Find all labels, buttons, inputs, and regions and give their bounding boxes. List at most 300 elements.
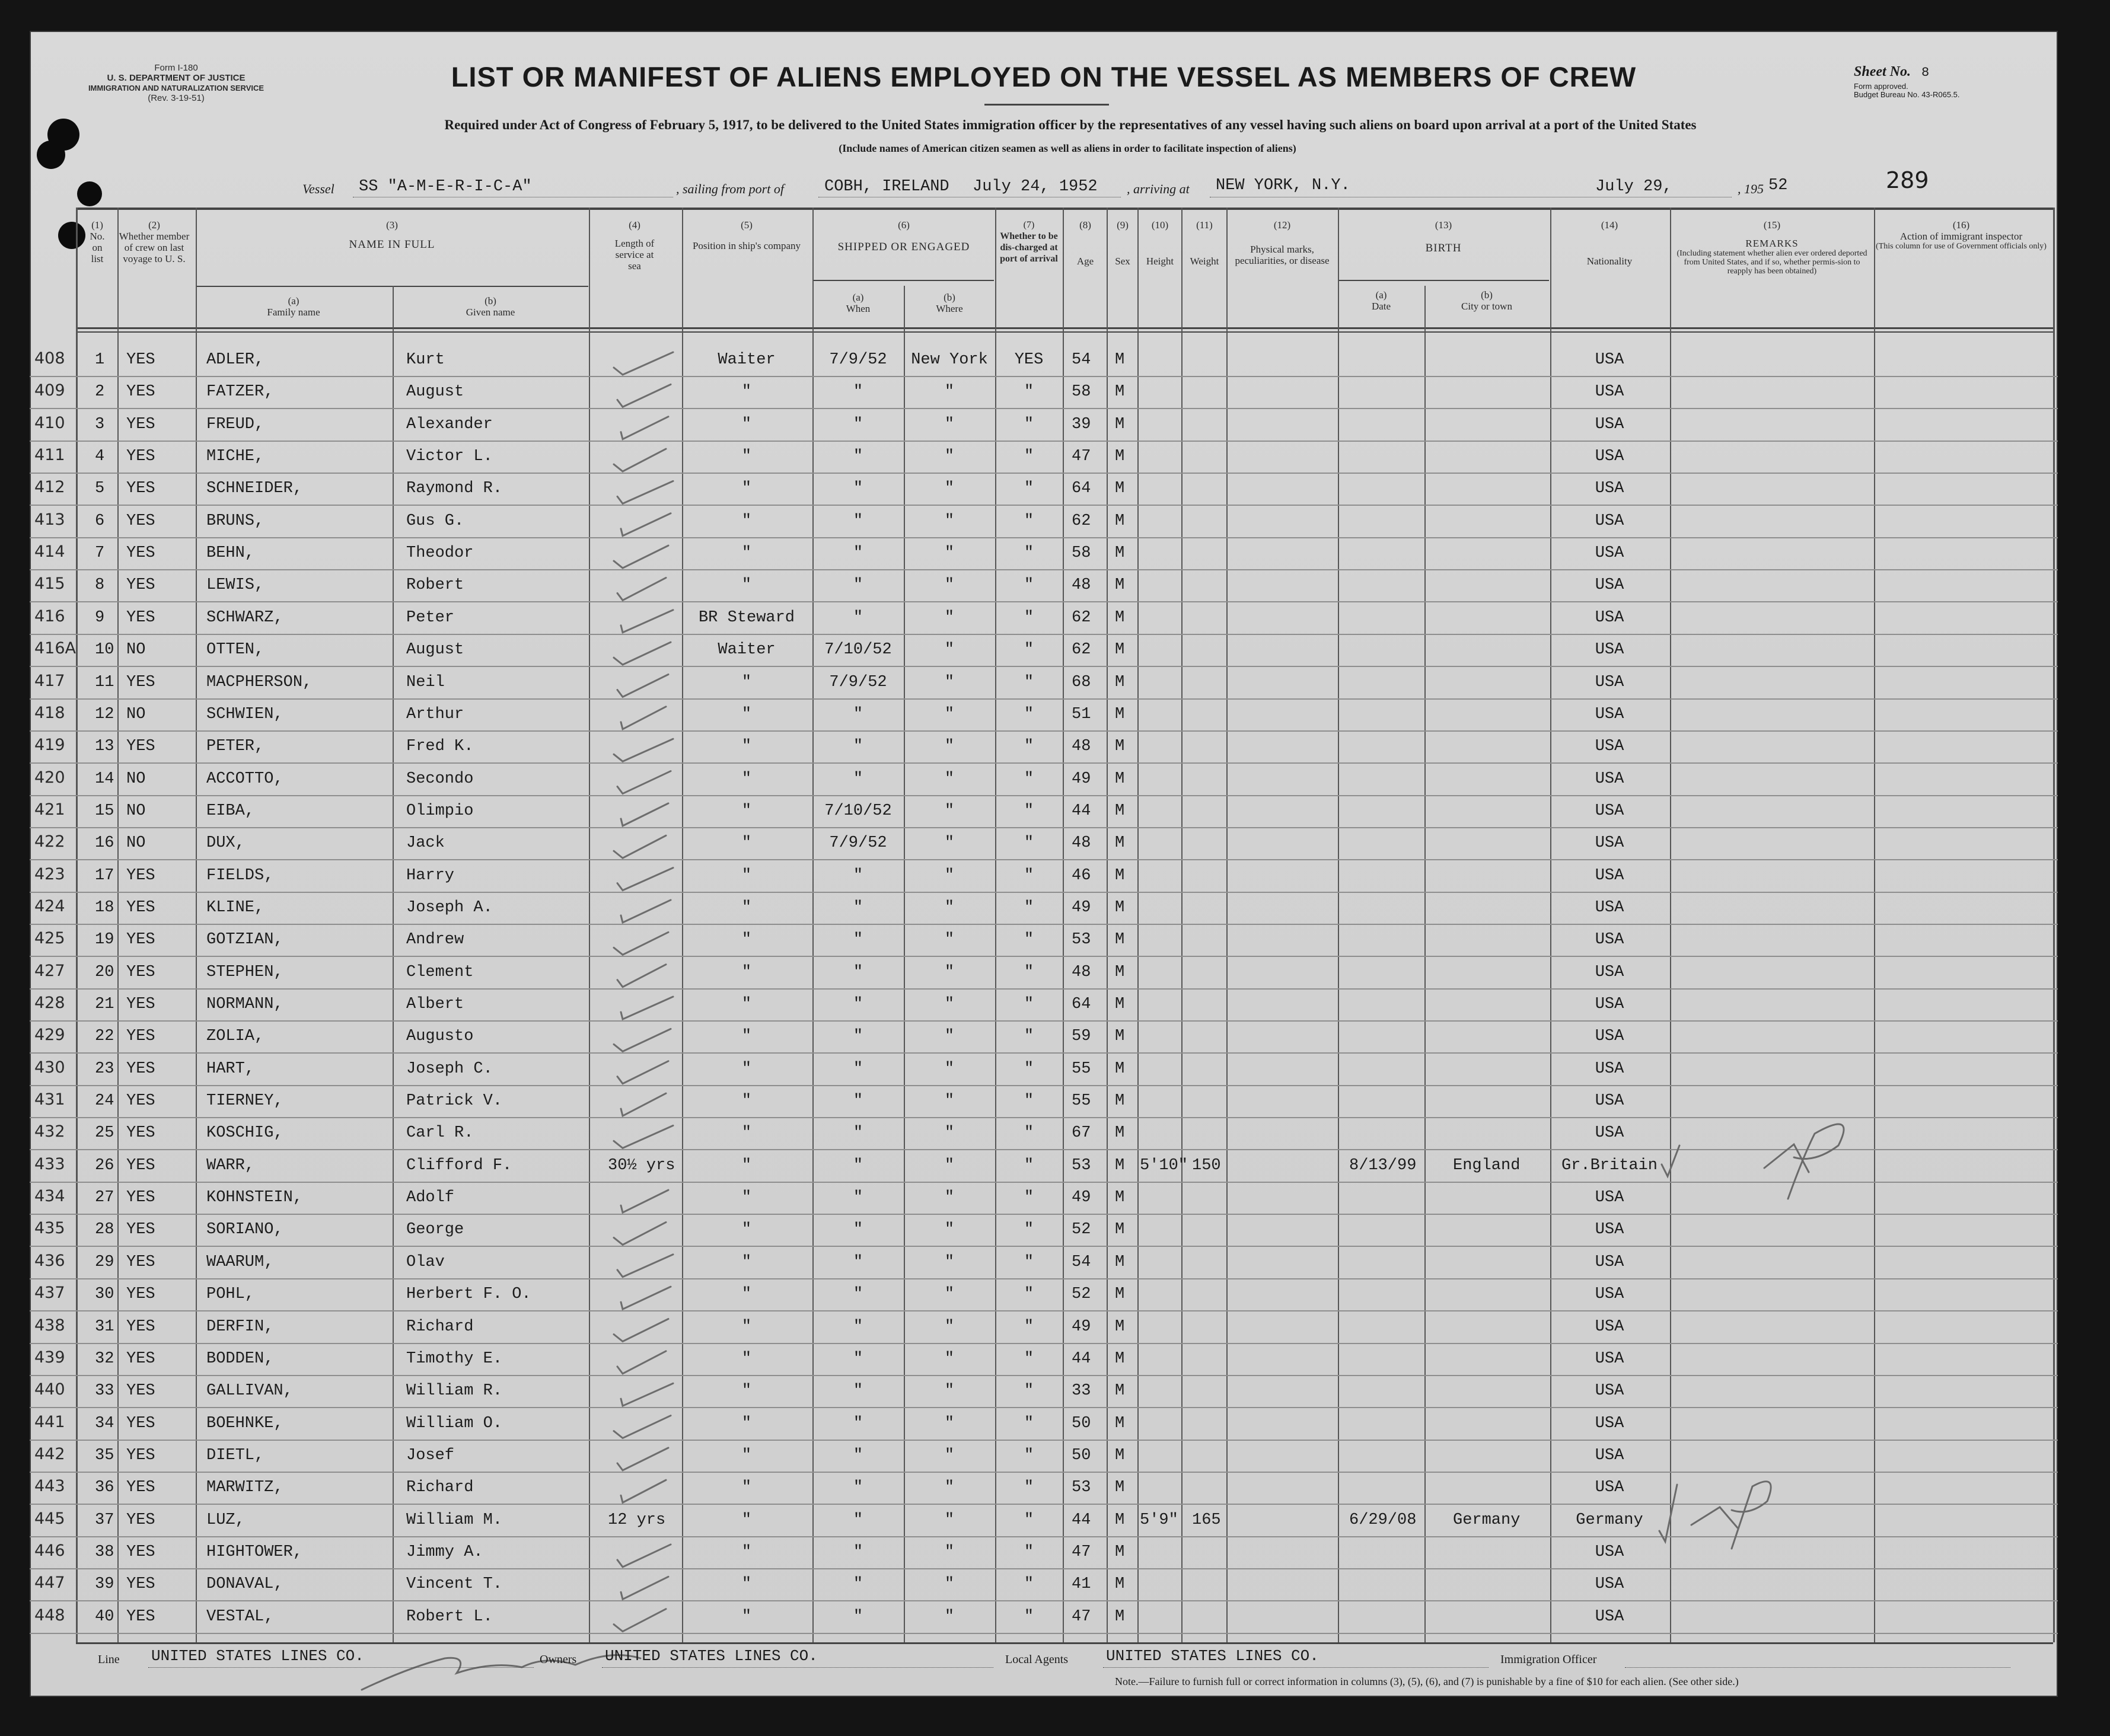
header-bottom-rule-2 <box>76 331 2053 333</box>
prev-voyage-cell: YES <box>126 898 155 917</box>
table-row <box>30 1312 2058 1344</box>
table-row <box>30 635 2058 667</box>
shipped-where-cell: " <box>944 1317 955 1336</box>
col-no-header: (1) No. on list <box>90 219 105 264</box>
age-cell: 49 <box>1072 1317 1091 1336</box>
table-row <box>30 570 2058 602</box>
age-cell: 39 <box>1072 415 1091 433</box>
nationality-cell: USA <box>1595 641 1624 659</box>
position-cell: " <box>741 673 752 691</box>
prev-voyage-cell: YES <box>126 576 155 595</box>
discharge-cell: " <box>1024 1060 1034 1078</box>
sheet-number-block <box>1854 64 1996 99</box>
prev-voyage-cell: YES <box>126 544 155 563</box>
prev-voyage-cell: YES <box>126 1446 155 1464</box>
given-name-cell: Fred K. <box>406 738 474 756</box>
row-number: 40 <box>95 1607 114 1626</box>
row-number: 30 <box>95 1285 114 1304</box>
family-name-cell: SCHWIEN, <box>206 705 283 723</box>
family-name-cell: FATZER, <box>206 383 274 401</box>
prev-voyage-cell: NO <box>126 770 146 788</box>
sex-cell: M <box>1115 415 1125 433</box>
position-cell: Waiter <box>718 641 776 659</box>
line-label: Line <box>98 1653 120 1666</box>
shipped-when-cell: 7/9/52 <box>829 673 887 691</box>
port-from: COBH, IRELAND <box>824 178 949 196</box>
nationality-cell: USA <box>1595 1382 1624 1400</box>
handwritten-number: 414 <box>34 542 65 561</box>
handwritten-number: 424 <box>34 896 65 915</box>
age-cell: 62 <box>1072 608 1091 627</box>
family-name-cell: BOEHNKE, <box>206 1414 283 1432</box>
age-cell: 55 <box>1072 1092 1091 1110</box>
handwritten-number: 413 <box>34 510 65 529</box>
weight-cell: 150 <box>1192 1156 1221 1175</box>
age-cell: 62 <box>1072 641 1091 659</box>
col-when-header: (a) When <box>846 292 871 314</box>
table-row <box>30 1054 2058 1086</box>
handwritten-number: 435 <box>34 1219 65 1238</box>
col-position-header: (5) Position in ship's company <box>692 219 801 251</box>
age-cell: 54 <box>1072 351 1091 369</box>
nationality-cell: USA <box>1595 1092 1624 1110</box>
discharge-cell: " <box>1024 866 1034 885</box>
given-name-cell: Olimpio <box>406 802 474 820</box>
sex-cell: M <box>1115 834 1125 853</box>
age-cell: 64 <box>1072 995 1091 1013</box>
form-id-block <box>84 63 268 103</box>
nationality-cell: USA <box>1595 1253 1624 1271</box>
given-name-cell: Augusto <box>406 1027 474 1046</box>
family-name-cell: TIERNEY, <box>206 1092 283 1110</box>
age-cell: 53 <box>1072 1156 1091 1175</box>
shipped-where-cell: " <box>944 1414 955 1432</box>
row-number: 38 <box>95 1543 114 1561</box>
col-where-header: (b) Where <box>936 292 963 314</box>
nationality-cell: USA <box>1595 1285 1624 1304</box>
sex-cell: M <box>1115 931 1125 949</box>
shipped-where-cell: " <box>944 1511 955 1529</box>
sex-cell: M <box>1115 898 1125 917</box>
family-name-cell: SCHWARZ, <box>206 608 283 627</box>
age-cell: 53 <box>1072 931 1091 949</box>
handwritten-number: 418 <box>34 703 65 722</box>
shipped-where-cell: " <box>944 705 955 723</box>
punch-hole <box>37 141 65 169</box>
age-cell: 50 <box>1072 1446 1091 1464</box>
family-name-cell: VESTAL, <box>206 1607 274 1626</box>
arriving-label: , arriving at <box>1127 181 1190 196</box>
nationality-cell: USA <box>1595 1543 1624 1561</box>
handwritten-number: 423 <box>34 864 65 883</box>
handwritten-number: 430 <box>34 1058 65 1077</box>
shipped-where-cell: " <box>944 834 955 853</box>
nationality-cell: USA <box>1595 383 1624 401</box>
given-name-cell: Alexander <box>406 415 493 433</box>
table-row <box>30 1151 2058 1183</box>
family-name-cell: ADLER, <box>206 351 264 369</box>
col-inspector-header: (16) Action of immigrant inspector (This column for use of Government officials only) <box>1876 219 2047 251</box>
position-cell: " <box>741 1092 752 1110</box>
shipped-where-cell: " <box>944 1285 955 1304</box>
handwritten-number: 417 <box>34 671 65 690</box>
position-cell: " <box>741 1253 752 1271</box>
col-family-name-header: (a) Family name <box>267 295 320 318</box>
col-birth-date-header: (a) Date <box>1371 289 1391 312</box>
position-cell: " <box>741 576 752 595</box>
position-cell: " <box>741 1027 752 1046</box>
shipped-where-cell: " <box>944 1575 955 1594</box>
discharge-cell: " <box>1024 1317 1034 1336</box>
col-birth-city-header: (b) City or town <box>1461 289 1512 312</box>
table-row <box>30 668 2058 700</box>
discharge-cell: YES <box>1014 351 1044 369</box>
family-name-cell: KOSCHIG, <box>206 1124 283 1143</box>
discharge-cell: " <box>1024 1285 1034 1304</box>
family-name-cell: DIETL, <box>206 1446 264 1464</box>
row-number: 20 <box>95 963 114 981</box>
shipped-when-cell: " <box>853 415 863 433</box>
given-name-cell: William R. <box>406 1382 503 1400</box>
nationality-cell: USA <box>1595 995 1624 1013</box>
given-name-cell: George <box>406 1221 464 1239</box>
prev-voyage-cell: YES <box>126 963 155 981</box>
family-name-cell: DERFIN, <box>206 1317 274 1336</box>
shipped-where-cell: " <box>944 738 955 756</box>
year-prefix: , 195 <box>1738 181 1764 196</box>
table-row <box>30 1376 2058 1408</box>
family-name-cell: MACPHERSON, <box>206 673 313 691</box>
date-from: July 24, 1952 <box>973 178 1098 196</box>
row-number: 29 <box>95 1253 114 1271</box>
given-name-cell: Victor L. <box>406 448 493 466</box>
sex-cell: M <box>1115 512 1125 530</box>
prev-voyage-cell: YES <box>126 1511 155 1529</box>
shipped-when-cell: " <box>853 1060 863 1078</box>
family-name-cell: KOHNSTEIN, <box>206 1189 303 1207</box>
age-cell: 48 <box>1072 738 1091 756</box>
position-cell: " <box>741 995 752 1013</box>
shipped-where-cell: " <box>944 963 955 981</box>
shipped-where-cell: " <box>944 1092 955 1110</box>
given-name-cell: Robert L. <box>406 1607 493 1626</box>
discharge-cell: " <box>1024 1414 1034 1432</box>
prev-voyage-cell: NO <box>126 641 146 659</box>
prev-voyage-cell: YES <box>126 448 155 466</box>
handwritten-number: 445 <box>34 1509 65 1528</box>
table-row <box>30 410 2058 442</box>
position-cell: " <box>741 1349 752 1368</box>
row-number: 4 <box>95 448 105 466</box>
shipped-where-cell: " <box>944 448 955 466</box>
age-cell: 47 <box>1072 448 1091 466</box>
shipped-where-cell: " <box>944 1479 955 1497</box>
nationality-cell: USA <box>1595 544 1624 563</box>
row-number: 35 <box>95 1446 114 1464</box>
table-row <box>30 442 2058 474</box>
owners-label: Owners <box>540 1653 577 1666</box>
birth-date-cell: 6/29/08 <box>1349 1511 1417 1529</box>
row-number: 33 <box>95 1382 114 1400</box>
row-number: 11 <box>95 673 114 691</box>
header-bottom-rule <box>76 327 2053 329</box>
row-number: 28 <box>95 1221 114 1239</box>
sex-cell: M <box>1115 448 1125 466</box>
shipped-when-cell: " <box>853 448 863 466</box>
position-cell: Waiter <box>718 351 776 369</box>
sex-cell: M <box>1115 1511 1125 1529</box>
shipped-where-cell: " <box>944 802 955 820</box>
given-name-cell: Herbert F. O. <box>406 1285 531 1304</box>
shipped-where-cell: New York <box>911 351 988 369</box>
nationality-cell: USA <box>1595 1607 1624 1626</box>
position-cell: " <box>741 1060 752 1078</box>
prev-voyage-cell: YES <box>126 931 155 949</box>
age-cell: 49 <box>1072 898 1091 917</box>
shipped-where-cell: " <box>944 383 955 401</box>
discharge-cell: " <box>1024 544 1034 563</box>
shipped-where-cell: " <box>944 576 955 595</box>
handwritten-number: 447 <box>34 1574 65 1593</box>
row-number: 25 <box>95 1124 114 1143</box>
shipped-where-cell: " <box>944 995 955 1013</box>
shipped-where-cell: " <box>944 512 955 530</box>
sex-cell: M <box>1115 963 1125 981</box>
page-subtitle: Required under Act of Congress of February 5, 1917, to be delivered to the United States immigration officer by the representatives of any vessel having such aliens on board upon arrival at a port of the United States <box>444 117 1697 132</box>
family-name-cell: KLINE, <box>206 898 264 917</box>
position-cell: " <box>741 834 752 853</box>
handwritten-number: 419 <box>34 736 65 755</box>
handwritten-number: 428 <box>34 994 65 1012</box>
discharge-cell: " <box>1024 1253 1034 1271</box>
discharge-cell: " <box>1024 673 1034 691</box>
handwritten-number: 443 <box>34 1477 65 1496</box>
age-cell: 49 <box>1072 770 1091 788</box>
nationality-cell: USA <box>1595 738 1624 756</box>
prev-voyage-cell: YES <box>126 415 155 433</box>
nationality-cell: USA <box>1595 673 1624 691</box>
discharge-cell: " <box>1024 1575 1034 1594</box>
handwritten-number: 408 <box>34 349 65 368</box>
prev-voyage-cell: YES <box>126 1479 155 1497</box>
sex-cell: M <box>1115 1221 1125 1239</box>
row-number: 37 <box>95 1511 114 1529</box>
shipped-where-cell: " <box>944 1607 955 1626</box>
sex-cell: M <box>1115 1317 1125 1336</box>
nationality-cell: USA <box>1595 576 1624 595</box>
position-cell: " <box>741 738 752 756</box>
position-cell: " <box>741 1414 752 1432</box>
position-cell: " <box>741 866 752 885</box>
sex-cell: M <box>1115 1446 1125 1464</box>
row-number: 31 <box>95 1317 114 1336</box>
col-birth-header: (13) BIRTH <box>1425 219 1462 254</box>
age-cell: 41 <box>1072 1575 1091 1594</box>
sheet-number: 8 <box>1921 65 1930 80</box>
port-to: NEW YORK, N.Y. <box>1216 177 1350 194</box>
given-name-cell: Jimmy A. <box>406 1543 483 1561</box>
given-name-cell: Timothy E. <box>406 1349 503 1368</box>
shipped-when-cell: 7/9/52 <box>829 351 887 369</box>
sex-cell: M <box>1115 770 1125 788</box>
shipped-when-cell: 7/10/52 <box>824 802 892 820</box>
shipped-where-cell: " <box>944 1156 955 1175</box>
col-name-header: (3) NAME IN FULL <box>349 219 435 251</box>
nationality-cell: USA <box>1595 1317 1624 1336</box>
table-row <box>30 1441 2058 1473</box>
handwritten-number: 439 <box>34 1348 65 1367</box>
table-top-rule <box>76 208 2053 210</box>
handwritten-number: 415 <box>34 575 65 593</box>
discharge-cell: " <box>1024 963 1034 981</box>
nationality-cell: USA <box>1595 1479 1624 1497</box>
sex-cell: M <box>1115 866 1125 885</box>
age-cell: 47 <box>1072 1543 1091 1561</box>
nationality-cell: USA <box>1595 1221 1624 1239</box>
prev-voyage-cell: YES <box>126 1382 155 1400</box>
shipped-when-cell: " <box>853 383 863 401</box>
age-cell: 58 <box>1072 544 1091 563</box>
sex-cell: M <box>1115 1285 1125 1304</box>
sex-cell: M <box>1115 1543 1125 1561</box>
age-cell: 64 <box>1072 480 1091 498</box>
prev-voyage-cell: YES <box>126 383 155 401</box>
discharge-cell: " <box>1024 1124 1034 1143</box>
given-name-cell: Clement <box>406 963 474 981</box>
table-row <box>30 1409 2058 1441</box>
form-id: Form I-180 <box>154 63 198 73</box>
prev-voyage-cell: YES <box>126 512 155 530</box>
department-name: U. S. DEPARTMENT OF JUSTICE <box>107 73 246 83</box>
family-name-cell: BRUNS, <box>206 512 264 530</box>
col-weight-header: (11) Weight <box>1190 219 1219 267</box>
table-row <box>30 1215 2058 1247</box>
family-name-cell: GALLIVAN, <box>206 1382 293 1400</box>
discharge-cell: " <box>1024 738 1034 756</box>
discharge-cell: " <box>1024 512 1034 530</box>
shipped-when-cell: " <box>853 1607 863 1626</box>
age-cell: 62 <box>1072 512 1091 530</box>
nationality-cell: USA <box>1595 1189 1624 1207</box>
shipped-when-cell: " <box>853 705 863 723</box>
sex-cell: M <box>1115 383 1125 401</box>
page-number: 289 <box>1886 167 1929 193</box>
row-number: 6 <box>95 512 105 530</box>
shipped-where-cell: " <box>944 1446 955 1464</box>
col-nationality-header: (14) Nationality <box>1586 219 1633 267</box>
table-row <box>30 1344 2058 1376</box>
row-number: 17 <box>95 866 114 885</box>
col-height-header: (10) Height <box>1146 219 1174 267</box>
sex-cell: M <box>1115 1092 1125 1110</box>
given-name-cell: Richard <box>406 1317 474 1336</box>
age-cell: 33 <box>1072 1382 1091 1400</box>
discharge-cell: " <box>1024 1221 1034 1239</box>
given-name-cell: August <box>406 383 464 401</box>
family-name-cell: LUZ, <box>206 1511 245 1529</box>
discharge-cell: " <box>1024 383 1034 401</box>
given-name-cell: August <box>406 641 464 659</box>
row-number: 16 <box>95 834 114 853</box>
prev-voyage-cell: YES <box>126 1317 155 1336</box>
agents-value: UNITED STATES LINES CO. <box>1106 1647 1319 1665</box>
shipped-when-cell: " <box>853 480 863 498</box>
handwritten-number: 425 <box>34 929 65 948</box>
shipped-when-cell: " <box>853 544 863 563</box>
sex-cell: M <box>1115 1253 1125 1271</box>
weight-cell: 165 <box>1192 1511 1221 1529</box>
row-number: 39 <box>95 1575 114 1594</box>
discharge-cell: " <box>1024 1092 1034 1110</box>
prev-voyage-cell: YES <box>126 1189 155 1207</box>
table-row <box>30 1118 2058 1150</box>
table-row <box>30 1086 2058 1118</box>
service-cell: 30½ yrs <box>608 1156 675 1175</box>
discharge-cell: " <box>1024 641 1034 659</box>
age-cell: 47 <box>1072 1607 1091 1626</box>
discharge-cell: " <box>1024 1156 1034 1175</box>
shipped-where-cell: " <box>944 1349 955 1368</box>
discharge-cell: " <box>1024 480 1034 498</box>
sex-cell: M <box>1115 802 1125 820</box>
table-row <box>30 764 2058 796</box>
row-number: 12 <box>95 705 114 723</box>
row-number: 19 <box>95 931 114 949</box>
handwritten-number: 416 <box>34 607 65 626</box>
age-cell: 49 <box>1072 1189 1091 1207</box>
handwritten-number: 433 <box>34 1154 65 1173</box>
family-name-cell: DONAVAL, <box>206 1575 283 1594</box>
shipped-where-cell: " <box>944 898 955 917</box>
given-name-cell: Patrick V. <box>406 1092 503 1110</box>
shipped-when-cell: " <box>853 898 863 917</box>
position-cell: " <box>741 1382 752 1400</box>
sex-cell: M <box>1115 576 1125 595</box>
prev-voyage-cell: YES <box>126 1092 155 1110</box>
nationality-cell: USA <box>1595 898 1624 917</box>
col-service-header: (4) Length of service at sea <box>614 219 655 272</box>
nationality-cell: USA <box>1595 770 1624 788</box>
sex-cell: M <box>1115 1189 1125 1207</box>
shipped-where-cell: " <box>944 1060 955 1078</box>
row-number: 32 <box>95 1349 114 1368</box>
handwritten-number: 440 <box>34 1380 65 1399</box>
discharge-cell: " <box>1024 448 1034 466</box>
shipped-where-cell: " <box>944 415 955 433</box>
shipped-when-cell: 7/9/52 <box>829 834 887 853</box>
family-name-cell: MICHE, <box>206 448 264 466</box>
prev-voyage-cell: NO <box>126 705 146 723</box>
col-discharge-header: (7) Whether to be dis-charged at port of arrival <box>1000 220 1058 264</box>
row-number: 36 <box>95 1479 114 1497</box>
nationality-cell: Gr.Britain <box>1561 1156 1658 1175</box>
discharge-cell: " <box>1024 898 1034 917</box>
sex-cell: M <box>1115 1479 1125 1497</box>
given-name-cell: Raymond R. <box>406 480 503 498</box>
handwritten-number: 429 <box>34 1026 65 1045</box>
position-cell: " <box>741 544 752 563</box>
nationality-cell: USA <box>1595 1124 1624 1143</box>
given-name-cell: Theodor <box>406 544 474 563</box>
family-name-cell: WAARUM, <box>206 1253 274 1271</box>
age-cell: 55 <box>1072 1060 1091 1078</box>
shipped-when-cell: " <box>853 1511 863 1529</box>
handwritten-number: 427 <box>34 961 65 980</box>
given-name-cell: Joseph A. <box>406 898 493 917</box>
handwritten-number: 442 <box>34 1444 65 1463</box>
handwritten-number: 436 <box>34 1251 65 1270</box>
family-name-cell: DUX, <box>206 834 245 853</box>
